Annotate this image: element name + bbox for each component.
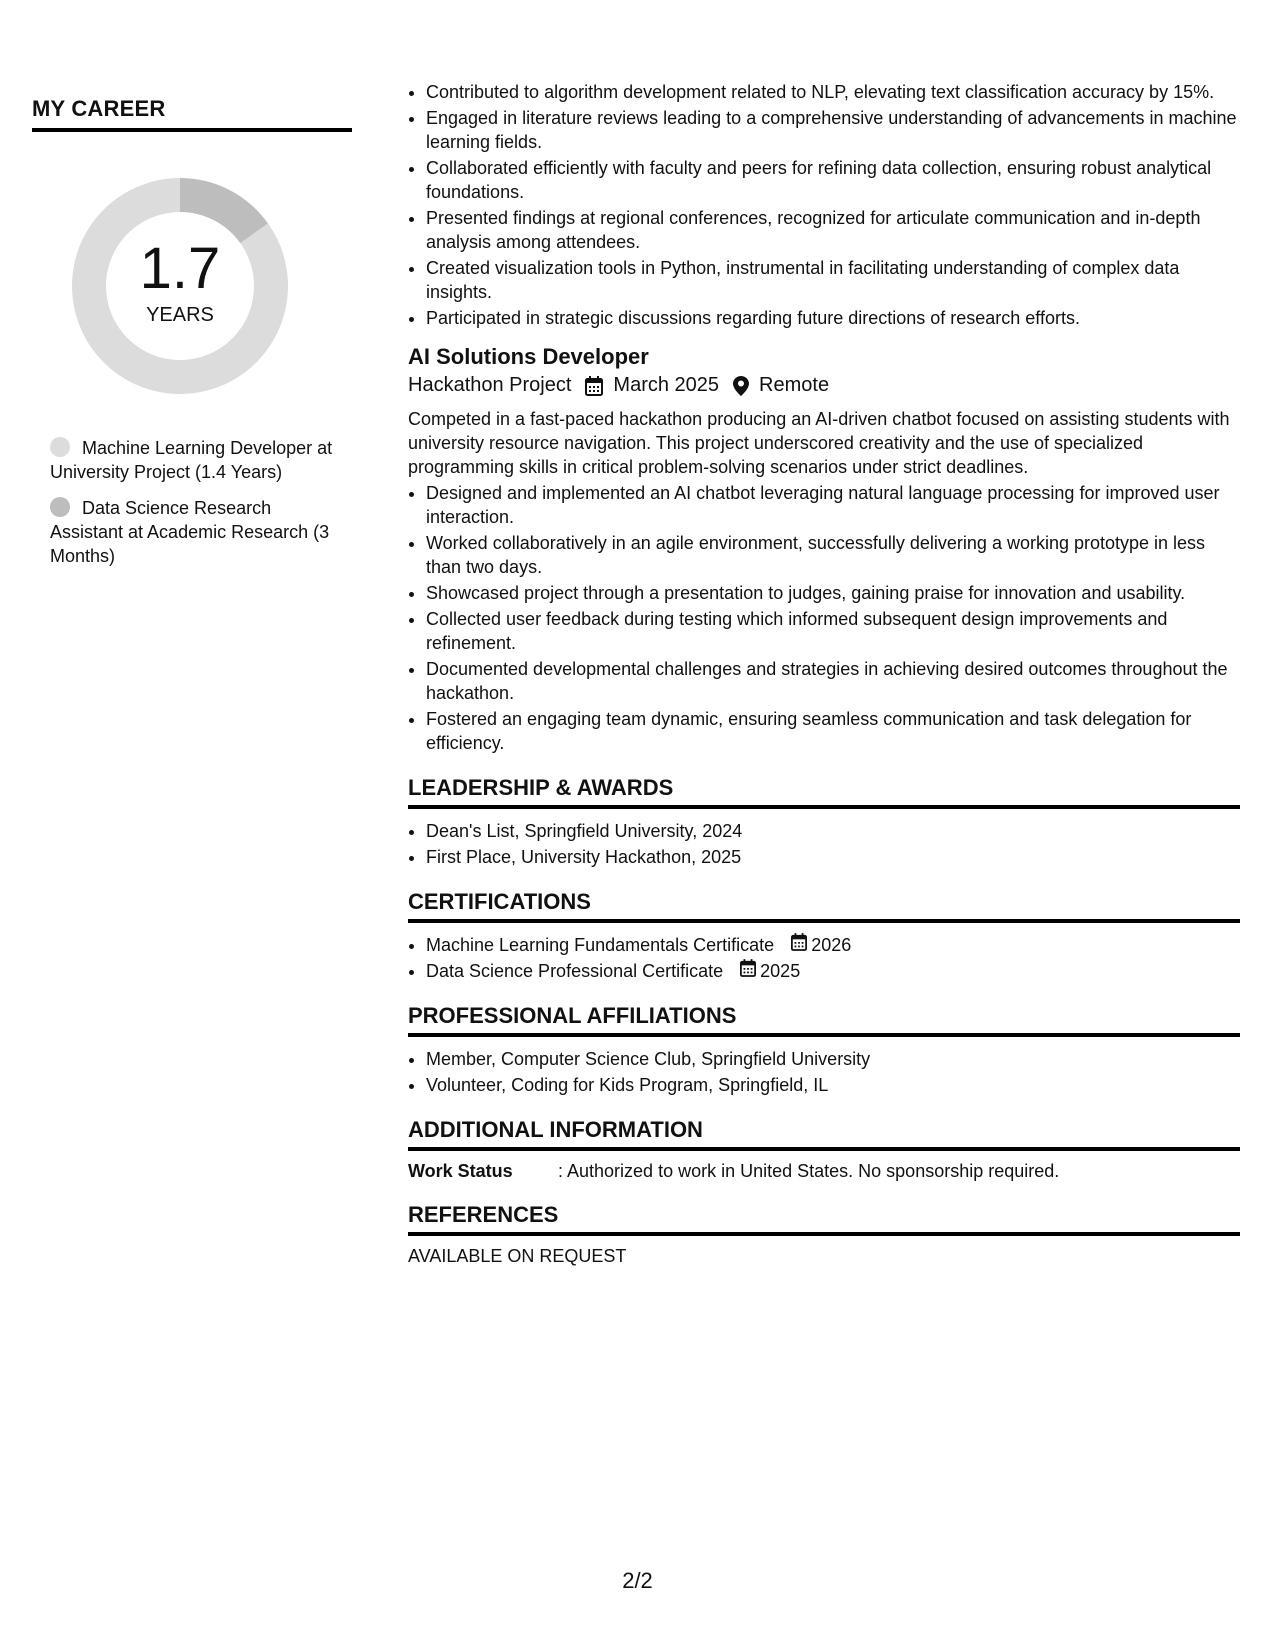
donut-total-label: YEARS <box>146 303 214 326</box>
list-item: • Created visualization tools in Python, instrumental in facilitating understanding of complex data insights. <box>426 256 1240 304</box>
prev-job-bullets <box>408 80 1240 330</box>
cert-year <box>740 959 800 983</box>
list-item: • Dean's List, Springfield University, 2024 <box>426 819 1240 843</box>
job-date: March 2025 <box>613 374 720 396</box>
legend-label: Data Science Research Assistant at Academic Research (3 Months) <box>50 498 330 566</box>
list-item <box>426 933 1240 957</box>
cert-year-text: 2026 <box>811 935 852 955</box>
career-donut-chart <box>66 172 294 400</box>
calendar-icon <box>585 376 603 396</box>
legend-item <box>50 496 340 568</box>
legend-dot-icon <box>50 497 70 517</box>
main-content <box>408 80 1240 1267</box>
affiliations-list <box>408 1047 1240 1097</box>
leadership-title: LEADERSHIP & AWARDS <box>408 775 1240 809</box>
donut-center <box>66 172 294 400</box>
job-description: Competed in a fast-paced hackathon producing an AI-driven chatbot focused on assisting students with university resource navigation. This project underscored creativity and the use of specialized programming skills in critical problem-solving scenarios under strict deadlines. <box>408 409 1230 477</box>
cert-name: Machine Learning Fundamentals Certificate <box>426 935 775 955</box>
references-title: REFERENCES <box>408 1202 1240 1236</box>
work-status-value: : Authorized to work in United States. No sponsorship required. <box>558 1161 1060 1181</box>
legend-dot-icon <box>50 437 70 457</box>
list-item: • Fostered an engaging team dynamic, ensuring seamless communication and task delegation for efficiency. <box>426 707 1240 755</box>
career-legend <box>50 436 352 568</box>
references-text: AVAILABLE ON REQUEST <box>408 1246 627 1266</box>
job-location: Remote <box>759 374 830 396</box>
list-item: • Member, Computer Science Club, Springfield University <box>426 1047 1240 1071</box>
list-item: • Collected user feedback during testing which informed subsequent design improvements and refinement. <box>426 607 1240 655</box>
legend-item <box>50 436 340 484</box>
donut-total-value: 1.7 <box>139 235 221 301</box>
leadership-list <box>408 819 1240 869</box>
certifications-title: CERTIFICATIONS <box>408 889 1240 923</box>
list-item: • Designed and implemented an AI chatbot leveraging natural language processing for improved user interaction. <box>426 481 1240 529</box>
affiliations-title: PROFESSIONAL AFFILIATIONS <box>408 1003 1240 1037</box>
cert-name: Data Science Professional Certificate <box>426 961 724 981</box>
legend-label: Machine Learning Developer at University Project (1.4 Years) <box>50 438 333 482</box>
list-item: • Collaborated efficiently with faculty and peers for refining data collection, ensuring robust analytical foundations. <box>426 156 1240 204</box>
list-item: • Contributed to algorithm development related to NLP, elevating text classification accuracy by 15%. <box>426 80 1240 104</box>
calendar-icon <box>740 959 760 983</box>
list-item: • Presented findings at regional conferences, recognized for articulate communication and in-depth analysis among attendees. <box>426 206 1240 254</box>
list-item <box>426 959 1240 983</box>
work-status-key: Work Status <box>408 1161 513 1181</box>
list-item: • Documented developmental challenges and strategies in achieving desired outcomes throughout the hackathon. <box>426 657 1240 705</box>
cert-year-text: 2025 <box>760 961 801 981</box>
certifications-list <box>408 933 1240 983</box>
list-item: • First Place, University Hackathon, 2025 <box>426 845 1240 869</box>
job-bullets <box>408 481 1240 755</box>
job-title: AI Solutions Developer <box>408 344 649 369</box>
cert-year <box>791 933 851 957</box>
work-status-row <box>408 1161 1240 1182</box>
career-sidebar <box>32 96 352 580</box>
job-org: Hackathon Project <box>408 374 572 396</box>
career-title: MY CAREER <box>32 96 352 132</box>
job-meta <box>408 374 1240 397</box>
additional-info-title: ADDITIONAL INFORMATION <box>408 1117 1240 1151</box>
location-pin-icon <box>733 376 749 396</box>
page-number: 2/2 <box>622 1568 653 1593</box>
list-item: • Worked collaboratively in an agile environment, successfully delivering a working prototype in less than two days. <box>426 531 1240 579</box>
list-item: • Showcased project through a presentation to judges, gaining praise for innovation and usability. <box>426 581 1240 605</box>
list-item: • Volunteer, Coding for Kids Program, Springfield, IL <box>426 1073 1240 1097</box>
calendar-icon <box>791 933 811 957</box>
list-item: • Engaged in literature reviews leading to a comprehensive understanding of advancements in machine learning fields. <box>426 106 1240 154</box>
list-item: • Participated in strategic discussions regarding future directions of research efforts. <box>426 306 1240 330</box>
